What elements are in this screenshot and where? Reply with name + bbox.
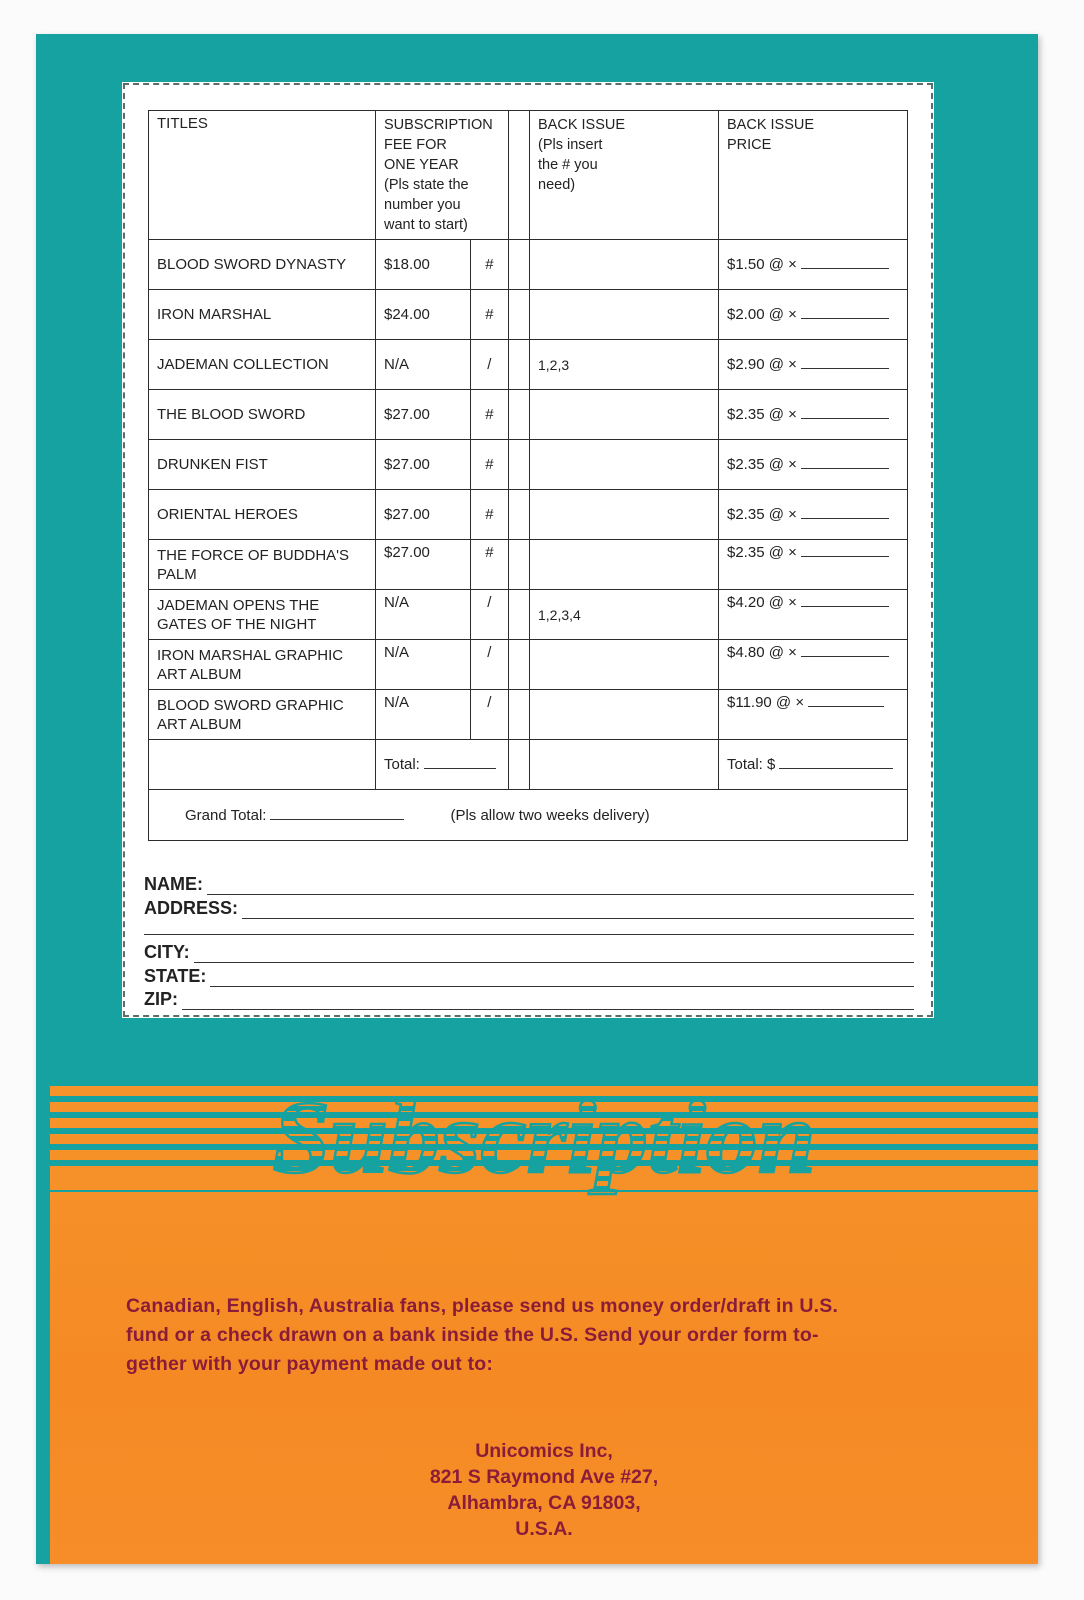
- grand-total-blank[interactable]: [270, 807, 404, 820]
- title-cell: BLOOD SWORD DYNASTY: [149, 240, 376, 290]
- price-cell[interactable]: $11.90 @ ×: [719, 690, 908, 740]
- issue-number-field[interactable]: #: [470, 540, 508, 590]
- grand-total-field[interactable]: Grand Total:: [185, 807, 404, 824]
- issue-number-field[interactable]: #: [470, 490, 508, 540]
- quantity-blank[interactable]: [801, 306, 889, 319]
- grand-total-row: [149, 790, 908, 841]
- back-issue-field[interactable]: 1,2,3: [530, 340, 719, 390]
- table-row: [149, 590, 908, 640]
- price-cell[interactable]: $4.80 @ ×: [719, 640, 908, 690]
- empty-cell: [530, 740, 719, 790]
- totals-row: [149, 740, 908, 790]
- state-field[interactable]: STATE:: [144, 966, 914, 987]
- price-cell[interactable]: $2.00 @ ×: [719, 290, 908, 340]
- back-issue-total-blank[interactable]: [779, 756, 893, 769]
- header-row: [149, 111, 908, 240]
- back-issue-price-header: BACK ISSUE PRICE: [719, 111, 908, 240]
- price-cell[interactable]: $2.35 @ ×: [719, 540, 908, 590]
- title-cell: IRON MARSHAL GRAPHIC ART ALBUM: [149, 640, 376, 690]
- price-cell[interactable]: $2.90 @ ×: [719, 340, 908, 390]
- title-cell: JADEMAN OPENS THE GATES OF THE NIGHT: [149, 590, 376, 640]
- title-cell: THE FORCE OF BUDDHA'S PALM: [149, 540, 376, 590]
- fee-cell: $27.00: [376, 540, 471, 590]
- back-issue-field[interactable]: 1,2,3,4: [530, 590, 719, 640]
- fee-cell: $27.00: [376, 390, 471, 440]
- table-row: [149, 640, 908, 690]
- zip-field[interactable]: ZIP:: [144, 989, 914, 1010]
- subscription-total-field[interactable]: Total:: [376, 740, 509, 790]
- back-issue-field[interactable]: [530, 640, 719, 690]
- price-cell[interactable]: $1.50 @ ×: [719, 240, 908, 290]
- price-cell[interactable]: $2.35 @ ×: [719, 390, 908, 440]
- title-cell: JADEMAN COLLECTION: [149, 340, 376, 390]
- issue-number-field[interactable]: /: [470, 590, 508, 640]
- price-cell[interactable]: $2.35 @ ×: [719, 490, 908, 540]
- quantity-blank[interactable]: [801, 356, 889, 369]
- grand-total-cell: [149, 790, 908, 841]
- address-field[interactable]: ADDRESS:: [144, 898, 914, 919]
- quantity-blank[interactable]: [801, 544, 889, 557]
- table-row: [149, 490, 908, 540]
- table-row: [149, 340, 908, 390]
- back-issue-field[interactable]: [530, 290, 719, 340]
- delivery-note: (Pls allow two weeks delivery): [450, 806, 650, 824]
- quantity-blank[interactable]: [801, 256, 889, 269]
- issue-number-field[interactable]: /: [470, 690, 508, 740]
- quantity-blank[interactable]: [801, 594, 889, 607]
- titles-header: TITLES: [149, 111, 376, 240]
- price-cell[interactable]: $2.35 @ ×: [719, 440, 908, 490]
- table-row: [149, 290, 908, 340]
- fee-cell: $27.00: [376, 440, 471, 490]
- table-row: [149, 690, 908, 740]
- table-row: [149, 540, 908, 590]
- subscription-header: SUBSCRIPTION FEE FOR ONE YEAR (Pls state the number you want to start): [376, 111, 509, 240]
- quantity-blank[interactable]: [801, 456, 889, 469]
- table-row: [149, 440, 908, 490]
- back-issue-field[interactable]: [530, 690, 719, 740]
- title-cell: IRON MARSHAL: [149, 290, 376, 340]
- fee-cell: $24.00: [376, 290, 471, 340]
- order-table: [148, 110, 908, 841]
- fee-cell: N/A: [376, 340, 471, 390]
- quantity-blank[interactable]: [808, 694, 884, 707]
- issue-number-field[interactable]: #: [470, 390, 508, 440]
- address-line-2[interactable]: [144, 934, 914, 935]
- title-cell: ORIENTAL HEROES: [149, 490, 376, 540]
- subscription-banner: [50, 1086, 1038, 1206]
- mailing-address: Unicomics Inc, 821 S Raymond Ave #27, Alhambra, CA 91803, U.S.A.: [429, 1440, 659, 1540]
- subscription-total-blank[interactable]: [424, 756, 496, 769]
- table-row: [149, 240, 908, 290]
- empty-cell: [149, 740, 376, 790]
- back-issue-header: BACK ISSUE (Pls insert the # you need): [530, 111, 719, 240]
- banner-title: Subscription: [272, 1086, 816, 1195]
- payment-note: Canadian, English, Australia fans, please send us money order/draft in U.S. fund or a check drawn on a bank inside the U.S. Send your order form to- gether with your payment made out to:: [126, 1295, 839, 1375]
- name-field[interactable]: NAME:: [144, 874, 914, 895]
- issue-number-field[interactable]: #: [470, 240, 508, 290]
- issue-number-field[interactable]: #: [470, 290, 508, 340]
- city-field[interactable]: CITY:: [144, 942, 914, 963]
- back-issue-field[interactable]: [530, 490, 719, 540]
- quantity-blank[interactable]: [801, 644, 889, 657]
- order-form: [122, 82, 934, 1018]
- orange-panel: [50, 1086, 1038, 1564]
- fee-cell: $27.00: [376, 490, 471, 540]
- fee-cell: $18.00: [376, 240, 471, 290]
- fee-cell: N/A: [376, 640, 471, 690]
- issue-number-field[interactable]: /: [470, 640, 508, 690]
- issue-number-field[interactable]: /: [470, 340, 508, 390]
- quantity-blank[interactable]: [801, 406, 889, 419]
- back-issue-field[interactable]: [530, 440, 719, 490]
- title-cell: THE BLOOD SWORD: [149, 390, 376, 440]
- fee-cell: N/A: [376, 690, 471, 740]
- table-row: [149, 390, 908, 440]
- back-issue-field[interactable]: [530, 240, 719, 290]
- quantity-blank[interactable]: [801, 506, 889, 519]
- back-issue-field[interactable]: [530, 390, 719, 440]
- price-cell[interactable]: $4.20 @ ×: [719, 590, 908, 640]
- back-issue-field[interactable]: [530, 540, 719, 590]
- magazine-page: [36, 34, 1038, 1564]
- title-cell: BLOOD SWORD GRAPHIC ART ALBUM: [149, 690, 376, 740]
- back-issue-total-field[interactable]: Total: $: [719, 740, 908, 790]
- issue-number-field[interactable]: #: [470, 440, 508, 490]
- fee-cell: N/A: [376, 590, 471, 640]
- title-cell: DRUNKEN FIST: [149, 440, 376, 490]
